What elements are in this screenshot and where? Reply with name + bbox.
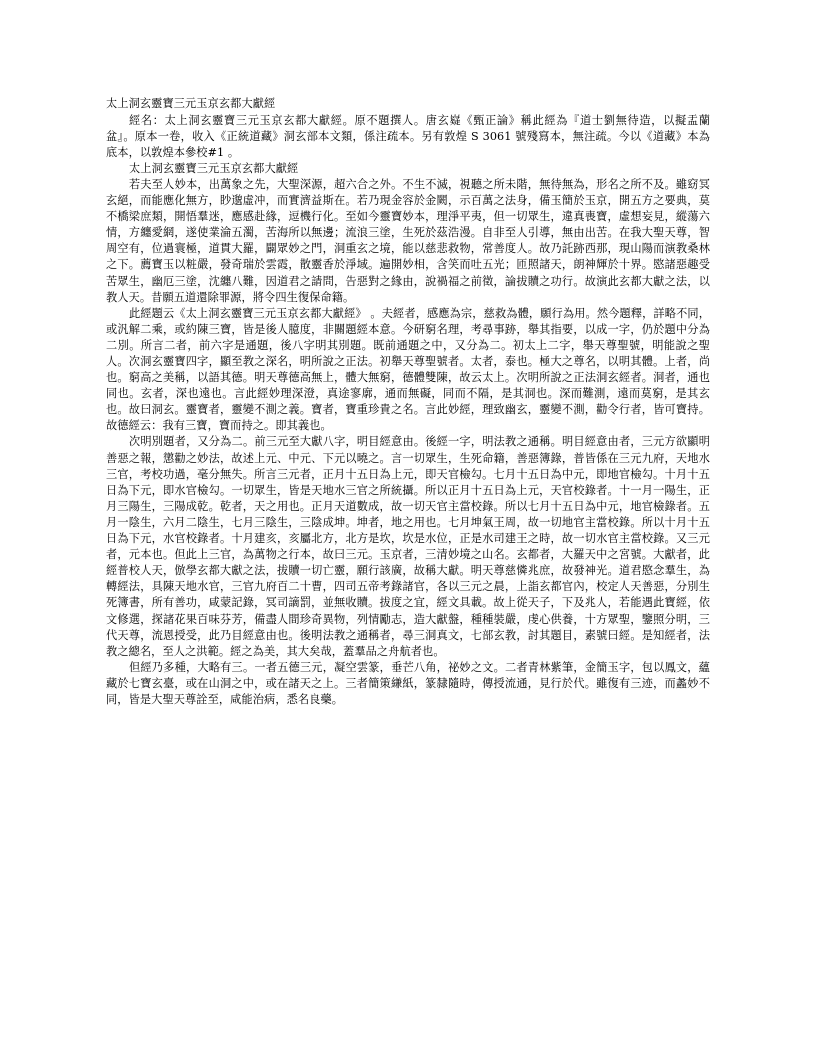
paragraph-scripture-types: 但經乃多種，大略有三。一者五德三元，凝空雲篆，垂芒八角，祕妙之文。二者青林紫筆，金簡玉字，包以鳳文，蘊藏於七寶玄臺，或在山洞之中，或在諸天之上。三者簡策縑紙，篆隸隨時，傳授流通，見行於代。雖復有三迹，而蠡妙不同，皆是大聖天尊詮至，咸能治病，悉名良藥。 [106,660,710,706]
section-heading: 太上洞玄靈寶三元玉京玄都大獻經 [129,161,299,175]
paragraph-title-exegesis: 此經題云《太上洞玄靈寶三元玉京玄都大獻經》 。夫經者，感應為宗，慈救為體，願行為用。然今題釋，詳略不同，或汎解二乘，或約陳三寶，皆是後人臆度，非關題經本意。今研窮名理，考尋事跡，舉其指要，以成一字，仍於題中分為二別。所言二者，前六字是通題，後八字明其別題。既前通題之中，又分為二。初太上二字，舉天尊聖號，明能說之聖人。次洞玄靈寶四字，顯至教之深名，明所說之正法。初舉天尊聖號者。太者，泰也。極大之尊名，以明其體。上者，尚也。窮高之美稱，以語其德。明天尊德高無上，體大無窮，德體雙陳，故云太上。次明所說之正法洞玄經者。洞者，通也同也。玄者，深也遠也。言此經妙理深澄，真途寥廓，通而無礙，同而不隔，是其洞也。深而難測，遠而莫窮，是其玄也。故曰洞玄。靈寶者，靈變不測之義。寶者，寶重珍貴之名。言此妙經，理致幽玄，靈變不測，勸令行者，皆可寶持。故德經云：我有三寶，寶而持之。即其義也。 [106,306,710,433]
paragraph-preface: 若夫至人妙本，出萬象之先，大聖深源，超六合之外。不生不滅，視聽之所未階，無待無為，形名之所不及。雖窈冥玄絕，而能應化無方，眇邈虛冲，而實濟益斯在。若乃現金容於金闕，示百萬之法身，備玉簡於玉京，開五方之要典，莫不橋梁庶類，開悟羣迷，應感赴緣，逗機行化。至如今靈寶妙本，理淨平夷，但一切眾生，違真喪寶，虛想妄見，縱蕩六情，方纏愛網，遂使業淪五濁，苦海所以無邊；流浪三塗，生死於茲浩漫。自非至人引導，無由出苦。在我大聖天尊，智周空有，位過寰極，道貫大羅，闢眾妙之門，洞重玄之境，能以慈悲救物，常善度人。故乃託跡西那，現山陽而演教桑林之下。薦寶玉以粧嚴，發奇瑞於雲霞，散靈香於淨域。遍開妙相，含笑而吐五光；匝照諸天，朗神輝於十界。愍諸惡趣受苦眾生，幽厄三塗，沈纏八難，因道君之請問，告惡對之緣由，說禍福之前徵，論拔贖之功行。故演此玄都大獻之法，以教人天。昔願五道還除罪源，將令四生復保命籍。 [106,177,710,304]
paragraph-scripture-name: 經名：太上洞玄靈寶三元玉京玄都大獻經。原不題撰人。唐玄嶷《甄正論》稱此經為『道士劉無待造，以擬盂蘭盆』。原本一卷，收入《正統道藏》洞玄部本文類，係注疏本。另有敦煌 S 3061 號殘寫本，無注疏。今以《道藏》本為底本，以敦煌本參校#1 。 [106,113,710,159]
page-title: 太上洞玄靈寶三元玉京玄都大獻經 [106,97,276,110]
paragraph-subtitle-exegesis: 次明別題者，又分為二。前三元至大獻八字，明目經意由。後經一字，明法教之通稱。明目經意由者，三元方欲顯明善惡之報，懲勸之妙法，故述上元、中元、下元以曉之。言一切眾生，生死命籍，善惡簿錄，普皆係在三元九府，天地水三官，考校功過，毫分無失。所言三元者，正月十五日為上元，即天官檢勾。七月十五日為中元，即地官檢勾。十月十五日為下元，即水官檢勾。一切眾生，皆是天地水三官之所統攝。所以正月十五日為上元，天官校錄者。十一月一陽生，正月三陽生，三陽成乾。乾者，天之用也。正月天道數成，故一切天官主當校錄。所以七月十五日為中元，地官檢錄者。五月一陰生，六月二陰生，七月三陰生，三陰成坤。坤者，地之用也。七月坤氣王周，故一切地官主當校錄。所以十月十五日為下元，水官校錄者。十月建亥，亥屬北方，北方是坎，坎是水位，正是水司建王之時，故一切水官主當校錄。又三元者，元本也。但此上三官，為萬物之行本，故曰三元。玉京者，三清妙境之山名。玄都者，大羅天中之宮號。大獻者，此經普校人天，倣學玄都大獻之法，拔贖一切亡靈，願行該廣，故稱大獻。明天尊慈憐兆庶，故發神光。道君愍念羣生，為轉經法，具陳天地水官，三官九府百二十曹，四司五帝考錄諸官，各以三元之晨，上詣玄都官內，校定人天善惡，分別生死簿書，所有善功，咸蒙記錄，冥司謫罰，並無收贖。拔度之宜，經文具載。故上從天子，下及兆人，若能遇此寶經，依文修選，探諸花果百味芬芳，備盡人間珍奇異物，列情勵志，造大獻盤，種種裝嚴，虔心供養，十方眾聖，鑒照分明，三代天尊，流恩授受，此乃目經意由也。後明法教之通稱者，尋三洞真文，七部玄教，討其題目，素號曰經。是知經者，法教之總名，至人之洪範。經之為美，其大矣哉，蓋羣品之舟航者也。 [106,435,710,658]
